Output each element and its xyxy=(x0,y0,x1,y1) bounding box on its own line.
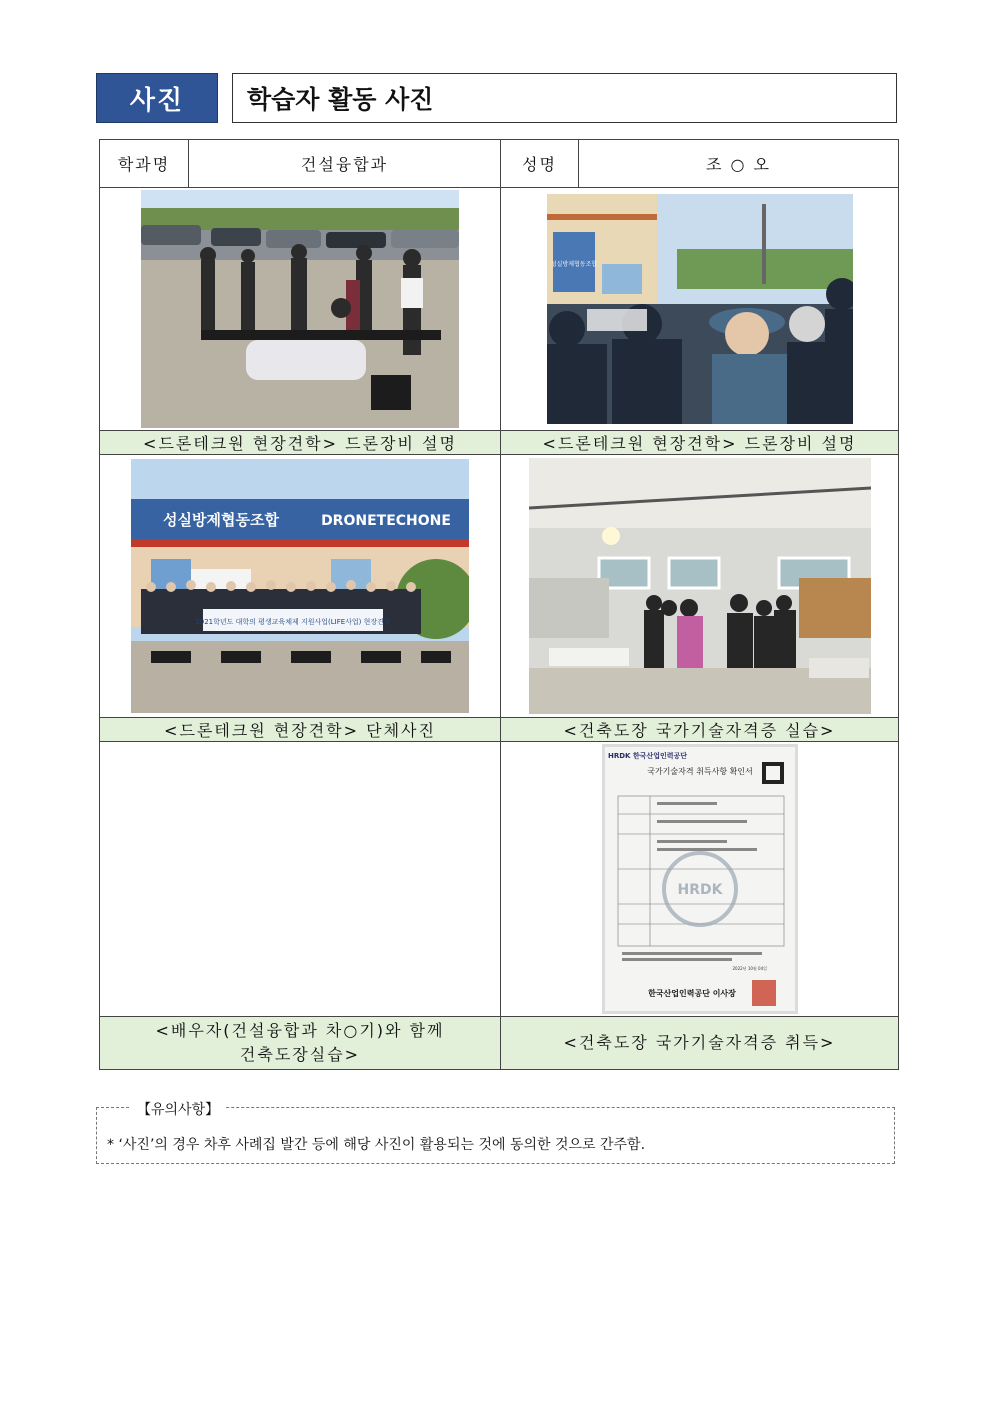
cert-title: 국가기술자격 취득사항 확인서 xyxy=(646,767,753,776)
caption-1: <드론테크원 현장견학> 드론장비 설명 xyxy=(100,431,501,455)
photo-cell-4 xyxy=(501,455,899,718)
name-label: 성명 xyxy=(501,140,579,188)
sign-left-text: 성실방제협동조합 xyxy=(163,511,279,529)
cert-watermark: HRDK xyxy=(677,882,722,898)
photo-cell-5-empty xyxy=(100,742,501,1017)
section-tag: 사진 xyxy=(96,73,218,123)
notes-text: * ‘사진’의 경우 차후 사례집 발간 등에 해당 사진이 활용되는 것에 동의한 것으로 간주함. xyxy=(107,1137,646,1153)
photo-cell-2 xyxy=(501,188,899,431)
caption-2: <드론테크원 현장견학> 드론장비 설명 xyxy=(501,431,899,455)
cert-issuer: 한국산업인력공단 이사장 xyxy=(647,989,736,998)
store-sign-text: 성실방제협동조합 xyxy=(550,261,597,268)
photo-drone-demo-2 xyxy=(547,194,853,424)
caption-5 xyxy=(100,1017,501,1070)
photo-cell-1 xyxy=(100,188,501,431)
notes-box xyxy=(96,1102,895,1164)
photo-cell-6 xyxy=(501,742,899,1017)
caption-3: <드론테크원 현장견학> 단체사진 xyxy=(100,718,501,742)
photo-cell-3 xyxy=(100,455,501,718)
photo-group-shot xyxy=(131,459,469,713)
caption-6: <건축도장 국가기술자격증 취득> xyxy=(501,1017,899,1070)
cert-date: 2022년 10월 04일 xyxy=(732,966,767,971)
notes-label: 【유의사항】 xyxy=(131,1099,225,1119)
dept-value: 건설융합과 xyxy=(189,140,501,188)
section-title: 학습자 활동 사진 xyxy=(232,73,897,123)
photo-painting-practice xyxy=(529,458,871,714)
caption-5-line1: <배우자(건설융합과 차○기)와 함께 xyxy=(155,1021,445,1040)
photo-certificate xyxy=(602,744,798,1014)
sign-right-text: DRONETECHONE xyxy=(321,513,451,529)
cert-logo: HRDK 한국산업인력공단 xyxy=(607,752,687,760)
caption-5-line2: 건축도장실습> xyxy=(239,1045,361,1064)
banner-text: 2021학년도 대학의 평생교육체제 지원사업(LIFE사업) 현장견학 xyxy=(195,618,391,626)
caption-4: <건축도장 국가기술자격증 실습> xyxy=(501,718,899,742)
activity-photo-table xyxy=(99,139,899,1070)
dept-label: 학과명 xyxy=(100,140,189,188)
photo-drone-demo-1 xyxy=(141,190,459,428)
name-value: 조 ○ 오 xyxy=(579,140,899,188)
